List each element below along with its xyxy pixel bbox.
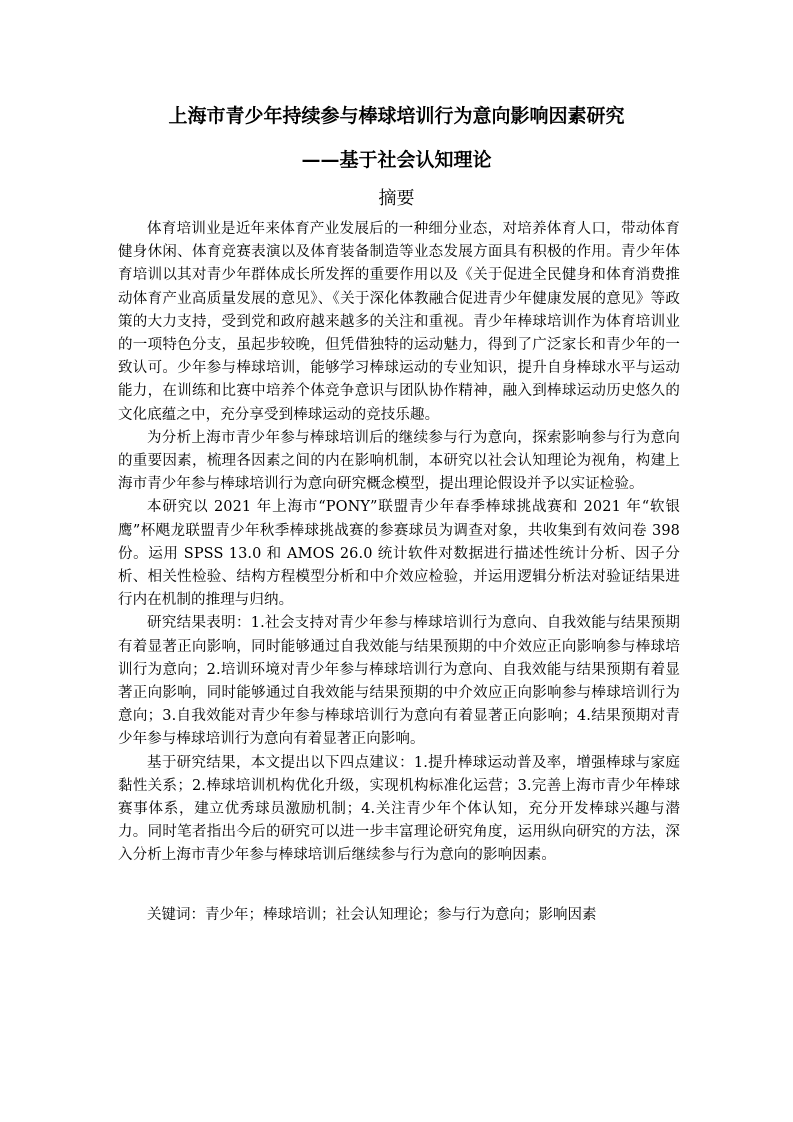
abstract-paragraph-5: 基于研究结果，本文提出以下四点建议：1.提升棒球运动普及率，增强棒球与家庭黏性关系；2.棒球培训机构优化升级，实现机构标准化运营；3.完善上海市青少年棒球赛事体系，建立优秀球员激励机制；4.关注青少年个体认知，充分开发棒球兴趣与潜力。同时笔者指出今后的研究可以进一步丰富理论研究角度，运用纵向研究的方法，深入分析上海市青少年参与棒球培训后继续参与行为意向的影响因素。 xyxy=(118,754,680,864)
abstract-heading: 摘要 xyxy=(378,188,415,209)
keywords-line: 关键词：青少年；棒球培训；社会认知理论；参与行为意向；影响因素 xyxy=(147,907,597,923)
abstract-paragraph-3: 本研究以 2021 年上海市“PONY”联盟青少年春季棒球挑战赛和 2021 年“软银鹰”杯飓龙联盟青少年秋季棒球挑战赛的参赛球员为调查对象，共收集到有效问卷 398 份。运用 SPSS 13.0 和 AMOS 26.0 统计软件对数据进行描述性统计分析、因子分析、相关性检验、结构方程模型分析和中介效应检验，并运用逻辑分析法对验证结果进行内在机制的推理与归纳。 xyxy=(118,499,680,609)
paper-subtitle: ——基于社会认知理论 xyxy=(301,149,492,171)
abstract-paragraph-1: 体育培训业是近年来体育产业发展后的一种细分业态，对培养体育人口，带动体育健身休闲、体育竞赛表演以及体育装备制造等业态发展方面具有积极的作用。青少年体育培训以其对青少年群体成长所发挥的重要作用以及《关于促进全民健身和体育消费推动体育产业高质量发展的意见》、《关于深化体教融合促进青少年健康发展的意见》等政策的大力支持，受到党和政府越来越多的关注和重视。青少年棒球培训作为体育培训业的一项特色分支，虽起步较晚，但凭借独特的运动魅力，得到了广泛家长和青少年的一致认可。少年参与棒球培训，能够学习棒球运动的专业知识，提升自身棒球水平与运动能力，在训练和比赛中培养个体竞争意识与团队协作精神，融入到棒球运动历史悠久的文化底蕴之中，充分享受到棒球运动的竞技乐趣。 xyxy=(118,221,680,423)
abstract-paragraph-2: 为分析上海市青少年参与棒球培训后的继续参与行为意向，探索影响参与行为意向的重要因素，梳理各因素之间的内在影响机制，本研究以社会认知理论为视角，构建上海市青少年参与棒球培训行为意向研究概念模型，提出理论假设并予以实证检验。 xyxy=(118,429,680,493)
abstract-body xyxy=(118,218,680,868)
abstract-paragraph-4: 研究结果表明：1.社会支持对青少年参与棒球培训行为意向、自我效能与结果预期有着显著正向影响，同时能够通过自我效能与结果预期的中介效应正向影响参与棒球培训行为意向；2.培训环境对青少年参与棒球培训行为意向、自我效能与结果预期有着显著正向影响，同时能够通过自我效能与结果预期的中介效应正向影响参与棒球培训行为意向；3.自我效能对青少年参与棒球培训行为意向有着显著正向影响；4.结果预期对青少年参与棒球培训行为意向有着显著正向影响。 xyxy=(118,615,680,748)
paper-title: 上海市青少年持续参与棒球培训行为意向影响因素研究 xyxy=(168,105,625,127)
